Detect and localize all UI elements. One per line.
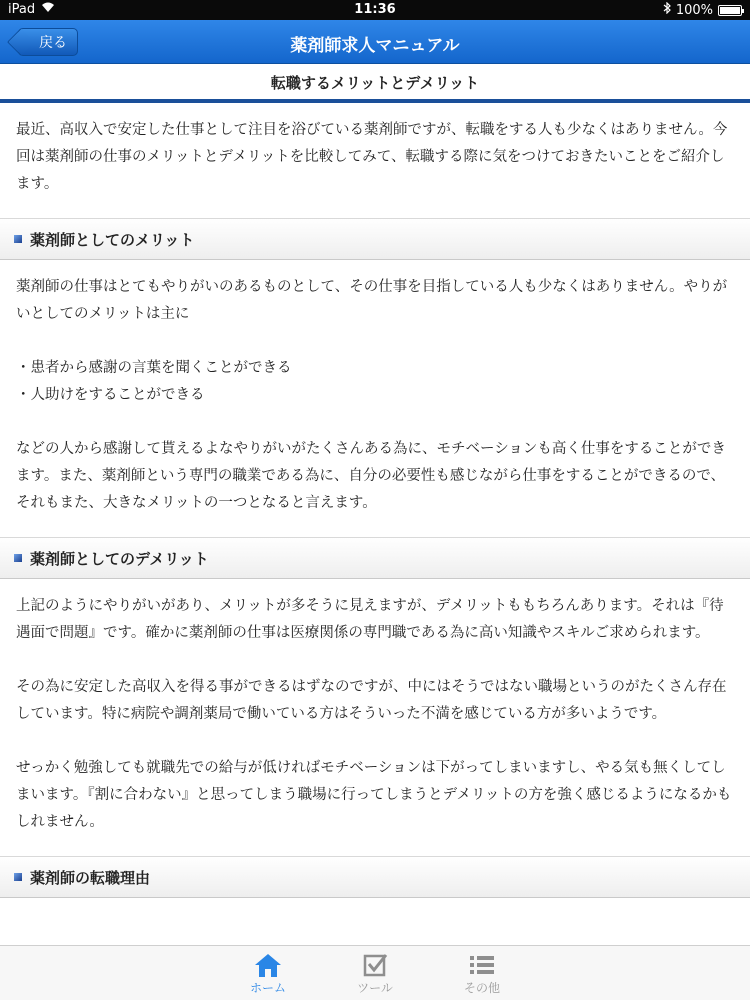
section-bullet-icon bbox=[14, 873, 22, 881]
intro-paragraph: 最近、高収入で安定した仕事として注目を浴びている薬剤師ですが、転職をする人も少なくはありません。今回は薬剤師の仕事のメリットとデメリットを比較してみて、転職する際に気をつけておきたいことをご紹介します。 bbox=[16, 122, 728, 192]
back-button[interactable]: 戻る bbox=[18, 28, 78, 56]
paragraph: その為に安定した高収入を得る事ができるはずなのですが、中にはそうではない職場というのがたくさん存在しています。特に病院や調剤薬局で働いている方はそういった不満を感じている方が多いようです。 bbox=[16, 679, 727, 722]
navigation-bar bbox=[0, 20, 750, 64]
section-body-merit bbox=[0, 260, 750, 537]
paragraph: 薬剤師の仕事はとてもやりがいのあるものとして、その仕事を目指している人も少なくはありません。やりがいとしてのメリットは主に bbox=[16, 279, 728, 322]
tab-label: その他 bbox=[463, 981, 500, 995]
status-time: 11:36 bbox=[354, 2, 396, 17]
article-content[interactable] bbox=[0, 103, 750, 945]
bluetooth-icon bbox=[663, 2, 671, 18]
section-bullet-icon bbox=[14, 554, 22, 562]
battery-icon bbox=[718, 5, 742, 16]
paragraph: せっかく勉強しても就職先での給与が低ければモチベーションは下がってしまいますし、やる気も無くしてしまいます。『割に合わない』と思ってしまう職場に行ってしまうとデメリットの方を強く感じるようになるかもしれません。 bbox=[16, 760, 732, 830]
bullet-item: ・人助けをすることができる bbox=[16, 387, 205, 403]
paragraph: などの人から感謝して貰えるよなやりがいがたくさんある為に、モチベーションも高く仕事をすることができます。また、薬剤師という専門の職業である為に、自分の必要性も感じながら仕事をすることができるので、それもまた、大きなメリットの一つとなると言えます。 bbox=[16, 441, 726, 511]
section-header-merit bbox=[0, 218, 750, 260]
paragraph: 上記のようにやりがいがあり、メリットが多そうに見えますが、デメリットももちろんあります。それは『待遇面で問題』です。確かに薬剤師の仕事は医療関係の専門職である為に高い知識やスキルご求められます。 bbox=[16, 598, 724, 641]
app-title: 薬剤師求人マニュアル bbox=[290, 36, 460, 56]
list-icon bbox=[442, 951, 522, 979]
section-header-demerit bbox=[0, 537, 750, 579]
home-icon bbox=[228, 951, 308, 979]
page-title: 転職するメリットとデメリット bbox=[0, 65, 750, 103]
tab-label: ホーム bbox=[249, 981, 286, 995]
device-label: iPad bbox=[8, 2, 36, 17]
tab-label: ツール bbox=[357, 981, 393, 995]
bullet-item: ・患者から感謝の言葉を聞くことができる bbox=[16, 360, 292, 376]
section-title: 薬剤師の転職理由 bbox=[30, 868, 151, 887]
tab-tools[interactable] bbox=[335, 951, 415, 996]
checkbox-icon bbox=[335, 951, 415, 979]
tab-bar bbox=[0, 945, 750, 1000]
section-title: 薬剤師としてのデメリット bbox=[30, 549, 209, 568]
section-header-reasons bbox=[0, 856, 750, 898]
section-bullet-icon bbox=[14, 235, 22, 243]
battery-percent: 100% bbox=[675, 2, 713, 18]
status-right bbox=[663, 2, 742, 18]
section-title: 薬剤師としてのメリット bbox=[30, 230, 195, 249]
status-bar bbox=[0, 0, 750, 20]
section-body-demerit bbox=[0, 579, 750, 856]
tab-home[interactable] bbox=[228, 951, 308, 996]
tab-other[interactable] bbox=[442, 951, 522, 996]
